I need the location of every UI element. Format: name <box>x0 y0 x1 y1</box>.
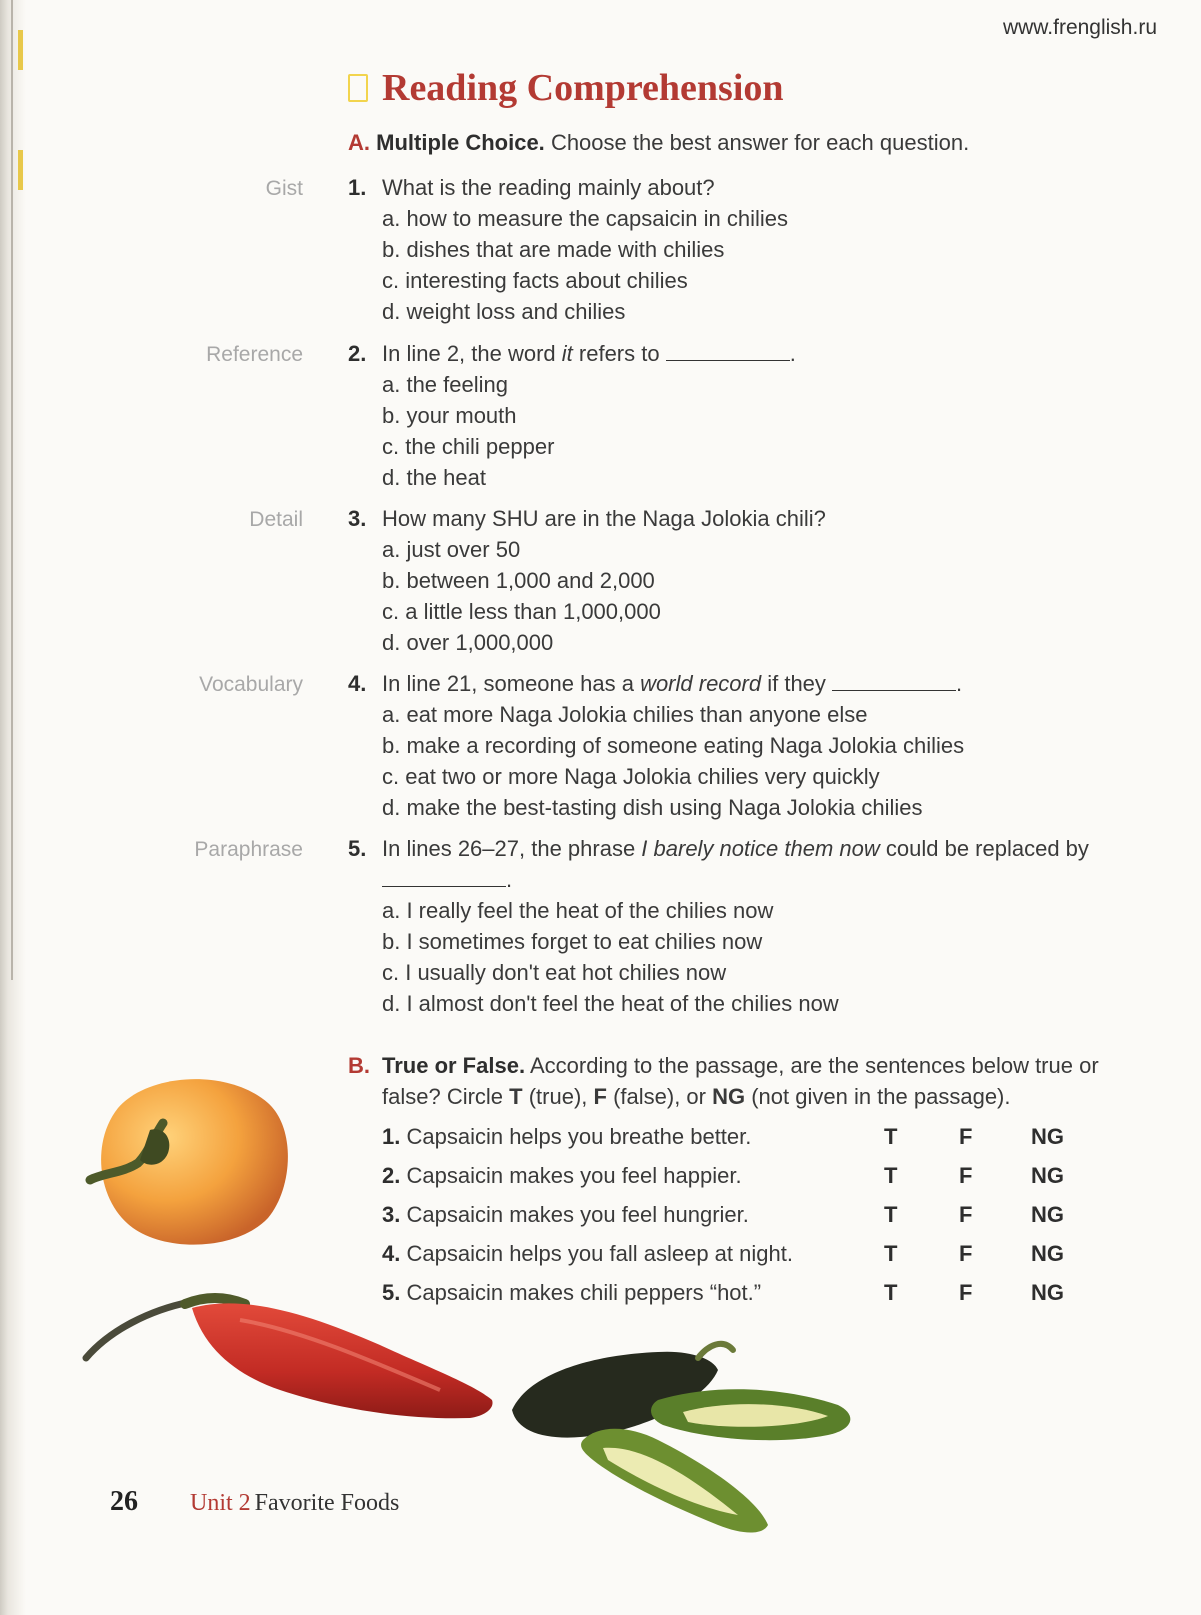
option-b[interactable]: b. make a recording of someone eating Naga Jolokia chilies <box>382 733 965 758</box>
question-number: 1. <box>348 175 367 200</box>
answer-blank <box>382 868 506 887</box>
question-stem: In line 21, someone has a world record if they . <box>382 671 963 696</box>
question-number: 5. <box>348 836 367 861</box>
question-number: 4. <box>348 671 367 696</box>
statement-row: 5. Capsaicin makes chili peppers “hot.” <box>382 1280 762 1305</box>
section-a-letter: A. <box>348 130 370 155</box>
option-c[interactable]: c. the chili pepper <box>382 434 555 459</box>
jalapeno-peppers-image <box>508 1330 868 1540</box>
section-b-instructions <box>348 1050 1142 1112</box>
choice-true[interactable]: T <box>884 1163 898 1188</box>
option-d[interactable]: d. the heat <box>382 465 486 490</box>
skill-label: Gist <box>265 177 303 200</box>
question-5 <box>348 833 1142 1019</box>
orange-pepper-image <box>78 1068 298 1253</box>
section-a-heading: Multiple Choice. <box>376 130 545 155</box>
option-b[interactable]: b. dishes that are made with chilies <box>382 237 725 262</box>
choice-false[interactable]: F <box>959 1280 973 1305</box>
section-b-letter: B. <box>348 1053 370 1078</box>
choice-not-given[interactable]: NG <box>1031 1202 1064 1227</box>
question-stem: In line 2, the word it refers to . <box>382 341 796 366</box>
book-spine-edge <box>0 0 26 1615</box>
option-b[interactable]: b. between 1,000 and 2,000 <box>382 568 655 593</box>
option-c[interactable]: c. a little less than 1,000,000 <box>382 599 661 624</box>
choice-true[interactable]: T <box>884 1280 898 1305</box>
spine-yellow-tab <box>18 30 23 70</box>
page-footer <box>110 1486 399 1518</box>
statement-text: Capsaicin makes chili peppers “hot.” <box>406 1280 762 1305</box>
choice-not-given[interactable]: NG <box>1031 1280 1064 1305</box>
option-a[interactable]: a. eat more Naga Jolokia chilies than anyone else <box>382 702 868 727</box>
choice-false[interactable]: F <box>959 1241 973 1266</box>
option-b[interactable]: b. I sometimes forget to eat chilies now <box>382 929 763 954</box>
statement-row: 2. Capsaicin makes you feel happier. <box>382 1163 742 1188</box>
choice-not-given[interactable]: NG <box>1031 1163 1064 1188</box>
unit-label: Unit 2 <box>190 1490 251 1516</box>
statement-text: Capsaicin makes you feel hungrier. <box>406 1202 749 1227</box>
statement-text: Capsaicin helps you breathe better. <box>406 1124 752 1149</box>
option-a[interactable]: a. how to measure the capsaicin in chilies <box>382 206 788 231</box>
skill-label: Vocabulary <box>199 673 303 696</box>
answer-blank <box>666 342 790 361</box>
choice-false[interactable]: F <box>959 1202 973 1227</box>
option-d[interactable]: d. over 1,000,000 <box>382 630 554 655</box>
section-header <box>348 66 784 110</box>
section-b-heading: True or False. <box>382 1053 526 1078</box>
choice-true[interactable]: T <box>884 1202 898 1227</box>
option-a[interactable]: a. just over 50 <box>382 537 521 562</box>
option-c[interactable]: c. interesting facts about chilies <box>382 268 688 293</box>
question-3 <box>348 503 1142 658</box>
option-d[interactable]: d. make the best-tasting dish using Naga Jolokia chilies <box>382 795 923 820</box>
question-stem: In lines 26–27, the phrase I barely notice them now could be replaced by . <box>382 836 1089 892</box>
choice-false[interactable]: F <box>959 1124 973 1149</box>
statement-text: Capsaicin helps you fall asleep at night. <box>406 1241 793 1266</box>
red-chili-image <box>80 1290 500 1430</box>
section-b-text: True or False. According to the passage, are the sentences below true or false? Circle T (true), F (false), or NG (not given in the passage). <box>382 1053 1099 1109</box>
option-c[interactable]: c. eat two or more Naga Jolokia chilies very quickly <box>382 764 880 789</box>
statement-row: 1. Capsaicin helps you breathe better. <box>382 1124 752 1149</box>
site-url: www.frenglish.ru <box>1002 16 1157 39</box>
option-d[interactable]: d. I almost don't feel the heat of the chilies now <box>382 991 839 1016</box>
spine-line <box>11 0 13 980</box>
option-c[interactable]: c. I usually don't eat hot chilies now <box>382 960 727 985</box>
title-box-icon <box>348 74 368 102</box>
page-number: 26 <box>110 1486 138 1517</box>
choice-true[interactable]: T <box>884 1241 898 1266</box>
question-number: 2. <box>348 341 367 366</box>
statement-text: Capsaicin makes you feel happier. <box>406 1163 742 1188</box>
question-1 <box>348 172 1142 327</box>
question-stem: What is the reading mainly about? <box>382 175 715 200</box>
statement-row: 4. Capsaicin helps you fall asleep at night. <box>382 1241 793 1266</box>
answer-blank <box>832 672 956 691</box>
question-2 <box>348 338 1142 493</box>
question-4 <box>348 668 1142 823</box>
choice-false[interactable]: F <box>959 1163 973 1188</box>
choice-not-given[interactable]: NG <box>1031 1124 1064 1149</box>
page-title: Reading Comprehension <box>382 67 784 109</box>
skill-label: Paraphrase <box>194 838 303 861</box>
skill-label: Detail <box>249 508 303 531</box>
question-stem: How many SHU are in the Naga Jolokia chili? <box>382 506 826 531</box>
unit-name: Favorite Foods <box>254 1490 400 1516</box>
question-number: 3. <box>348 506 367 531</box>
statement-row: 3. Capsaicin makes you feel hungrier. <box>382 1202 749 1227</box>
option-b[interactable]: b. your mouth <box>382 403 517 428</box>
spine-yellow-tab <box>18 150 23 190</box>
choice-not-given[interactable]: NG <box>1031 1241 1064 1266</box>
skill-label: Reference <box>206 343 303 366</box>
section-a-instruction: Choose the best answer for each question. <box>550 130 970 155</box>
option-a[interactable]: a. the feeling <box>382 372 508 397</box>
choice-true[interactable]: T <box>884 1124 898 1149</box>
option-a[interactable]: a. I really feel the heat of the chilies now <box>382 898 774 923</box>
section-a-instructions <box>348 130 969 156</box>
option-d[interactable]: d. weight loss and chilies <box>382 299 626 324</box>
